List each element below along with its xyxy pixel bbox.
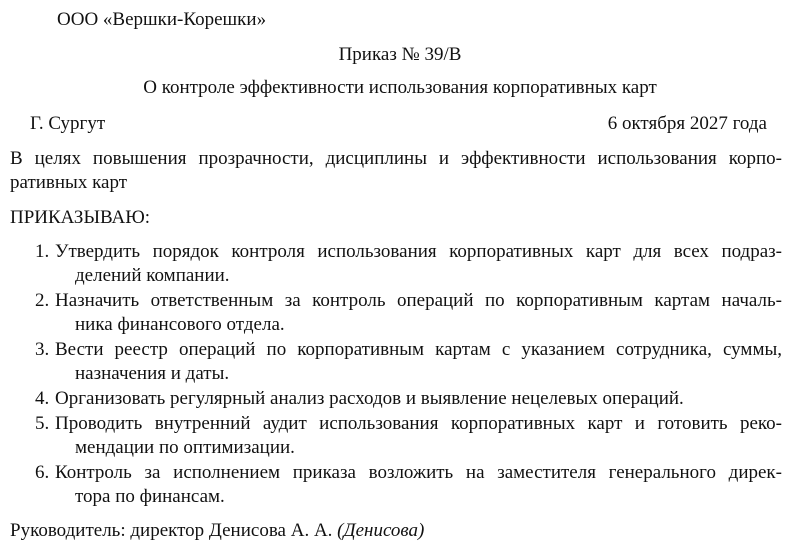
list-item: [0, 240, 800, 288]
list-item-text-line-1: Организовать регулярный анализ расходов и выявление нецелевых операций.: [55, 388, 684, 409]
list-item: [0, 338, 800, 386]
list-item-text-line-1: Проводить внутренний аудит использования корпоративных карт и готовить реко-: [55, 413, 782, 434]
order-date: 6 октября 2027 года: [607, 113, 767, 134]
list-item-number: 5.: [35, 413, 50, 434]
city: Г. Сургут: [30, 113, 106, 134]
signature-handwritten: (Денисова): [337, 520, 425, 541]
list-item-number: 1.: [35, 241, 50, 262]
list-item-number: 2.: [35, 290, 50, 311]
list-item-text-line-2: мендации по оптимизации.: [75, 437, 295, 458]
signature-text: Руководитель: директор Денисова А. А.: [10, 520, 333, 541]
list-item-text-line-2: назначения и даты.: [75, 363, 230, 384]
order-title: О контроле эффективности использования корпоративных карт: [143, 77, 657, 98]
list-item: [0, 387, 800, 411]
list-item-number: 4.: [35, 388, 50, 409]
order-number: Приказ № 39/В: [338, 44, 462, 65]
list-item: [0, 461, 800, 509]
purpose-line-1: В целях повышения прозрачности, дисциплины и эффективности использования корпо-: [10, 148, 782, 169]
purpose-line-2: ративных карт: [10, 172, 127, 193]
list-item-number: 3.: [35, 339, 50, 360]
list-item-text-line-2: ника финансового отдела.: [75, 314, 285, 335]
list-item-number: 6.: [35, 462, 50, 483]
list-item-text-line-2: делений компании.: [75, 265, 230, 286]
list-item: [0, 412, 800, 460]
list-item-text-line-1: Контроль за исполнением приказа возложить на заместителя генерального дирек-: [55, 462, 782, 483]
list-item-text-line-1: Вести реестр операций по корпоративным картам с указанием сотрудника, суммы,: [55, 339, 782, 360]
signature-line: [10, 519, 424, 543]
list-item-text-line-1: Назначить ответственным за контроль операций по корпоративным картам началь-: [55, 290, 782, 311]
decree-word: ПРИКАЗЫВАЮ:: [10, 207, 151, 228]
list-item-text-line-1: Утвердить порядок контроля использования корпоративных карт для всех подраз-: [55, 241, 782, 262]
list-item: [0, 289, 800, 337]
organization-name: ООО «Вершки-Корешки»: [57, 9, 267, 30]
list-item-text-line-2: тора по финансам.: [75, 486, 225, 507]
